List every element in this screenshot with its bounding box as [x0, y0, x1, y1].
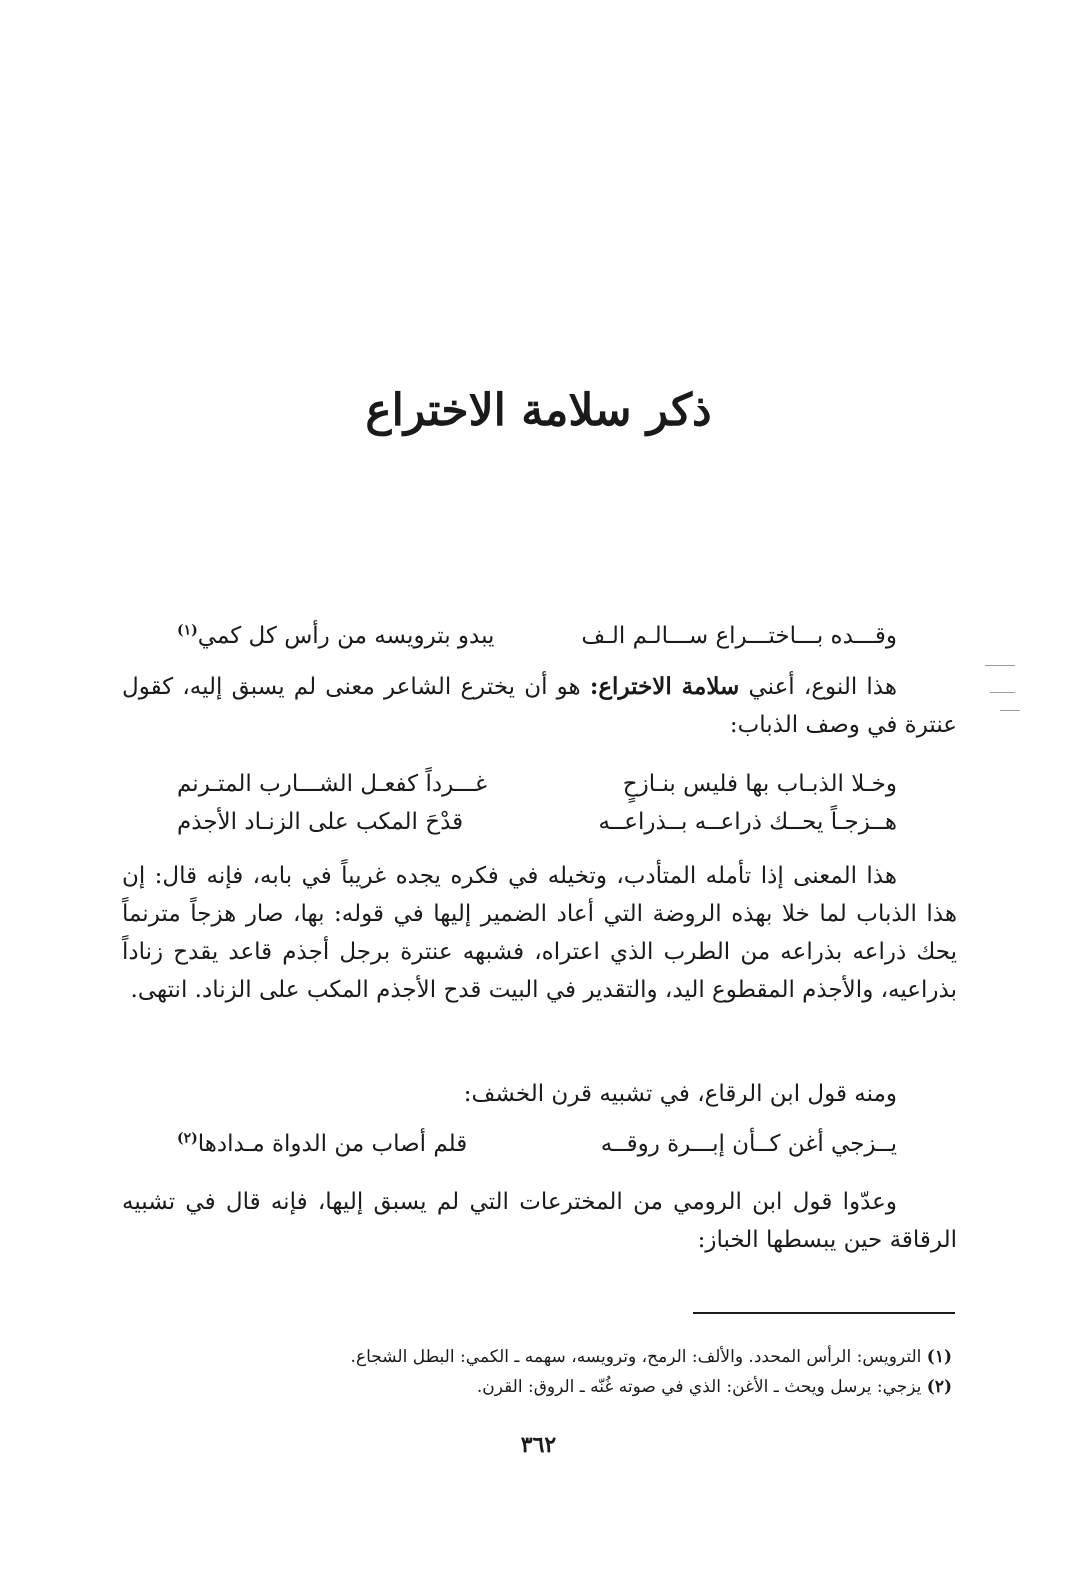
verse-1	[177, 617, 897, 657]
footnote-1	[351, 1344, 952, 1370]
paragraph-1-lead: هذا النوع، أعني	[739, 674, 897, 700]
scan-mark	[985, 665, 1015, 666]
paragraph-1-term: سلامة الاختراع:	[589, 673, 740, 700]
footnote-divider	[693, 1312, 955, 1314]
verse-4	[177, 1125, 897, 1165]
verse-3-first-hemistich: هــزجـاً يحــك ذراعــه بــذراعــه	[598, 809, 897, 835]
verse-2-second-hemistich: غـــرداً كفعـل الشـــارب المتـرنم	[177, 771, 488, 797]
verse-4-second-text: قلم أصاب من الدواة مـدادها	[197, 1131, 468, 1157]
verse-3	[177, 803, 897, 841]
chapter-title: ذكر سلامة الاختراع	[365, 385, 712, 436]
paragraph-2: هذا المعنى إذا تأمله المتأدب، وتخيله في فكره يجده غريباً في بابه، فإنه قال: إن هذا الذباب لما خلا بهذه الروضة التي أعاد الضمير إليها في قوله: بها، صار هزجاً مترنماً يحك ذراعه بذراعه من الطرب الذي اعتراه، فشبهه عنترة برجل أجذم قاعد يقدح زناداً بذراعيه، والأجذم المقطوع اليد، والتقدير في البيت قدح الأجذم المكب على الزناد. انتهى.	[122, 863, 957, 1003]
footnote-2	[477, 1374, 952, 1400]
verse-1-second-text: يبدو بترويسه من رأس كل كمي	[197, 623, 495, 649]
footnote-2-text: يزجي: يرسل ويحث ـ الأغن: الذي في صوته غُنّه ـ الروق: القرن.	[476, 1377, 927, 1397]
footnote-1-number: (١)	[926, 1347, 952, 1367]
scan-mark	[990, 692, 1015, 693]
verse-3-second-hemistich: قدْحَ المكب على الزنـاد الأجذم	[177, 809, 464, 835]
paragraph-1	[122, 668, 957, 744]
paragraph-3: ومنه قول ابن الرقاع، في تشبيه قرن الخشف:	[463, 1081, 897, 1107]
page-number: ٣٦٢	[520, 1432, 557, 1458]
verse-2	[177, 765, 897, 803]
verse-2-first-hemistich: وخـلا الذبـاب بها فليس بنـازحٍ	[622, 771, 897, 797]
footnote-ref-2: (٢)	[177, 1130, 198, 1147]
footnote-ref-1: (١)	[177, 622, 198, 639]
paragraph-1-rest: هو أن يخترع الشاعر معنى لم يسبق إليه، كقول عنترة في وصف الذباب:	[122, 674, 957, 738]
verse-1-second-hemistich	[177, 617, 494, 655]
verse-4-first-hemistich: يــزجي أغن كــأن إبـــرة روقــه	[600, 1131, 897, 1157]
scan-mark	[1000, 710, 1020, 711]
paragraph-4: وعدّوا قول ابن الرومي من المخترعات التي لم يسبق إليها، فإنه قال في تشبيه الرقاقة حين يبسطها الخباز:	[122, 1189, 957, 1253]
verse-1-first-hemistich: وقـــده بـــاختـــراع ســـالـم الـف	[581, 623, 897, 649]
verse-4-second-hemistich	[177, 1125, 467, 1163]
footnote-1-text: الترويس: الرأس المحدد. والألف: الرمح، وترويسه، سهمه ـ الكمي: البطل الشجاع.	[350, 1347, 927, 1367]
footnote-2-number: (٢)	[926, 1377, 952, 1397]
